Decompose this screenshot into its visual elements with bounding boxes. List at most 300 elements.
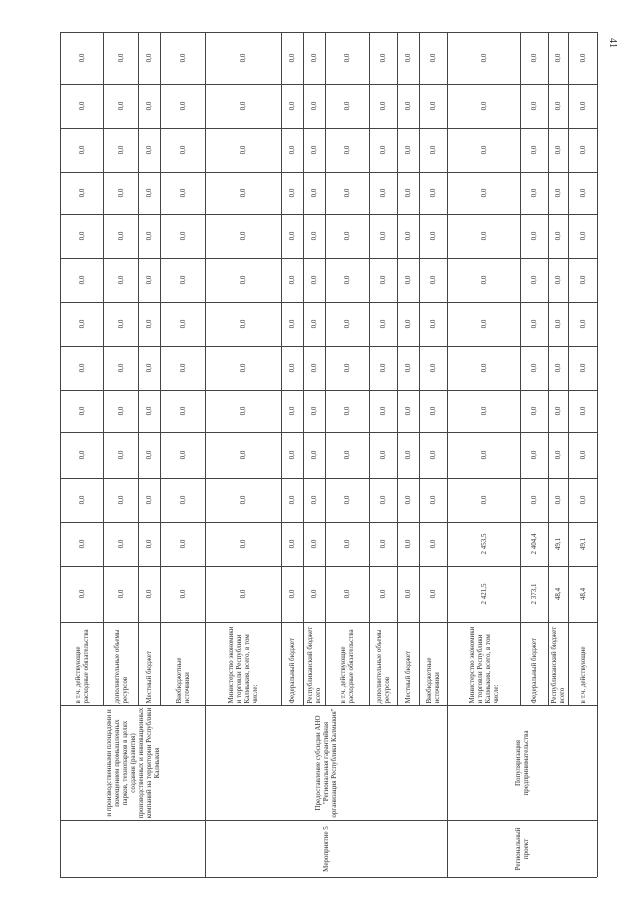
value-cell — [60, 390, 103, 432]
value-text: 0,0 — [404, 231, 412, 241]
value-cell — [397, 258, 419, 302]
value-cell — [160, 432, 205, 478]
value-cell — [397, 522, 419, 566]
value-cell — [281, 346, 303, 390]
value-text: 0,0 — [145, 589, 153, 599]
value-text: 2 453,5 — [479, 533, 488, 555]
value-cell — [419, 258, 447, 302]
value-cell — [447, 390, 520, 432]
value-text: 0,0 — [404, 275, 412, 285]
value-cell — [303, 172, 325, 214]
value-text: 0,0 — [379, 275, 387, 285]
value-text: 0,0 — [479, 450, 488, 460]
value-cell — [419, 432, 447, 478]
value-cell — [568, 346, 597, 390]
value-text: 0,0 — [77, 319, 86, 329]
value-cell — [419, 32, 447, 84]
value-cell — [325, 522, 369, 566]
value-cell — [447, 258, 520, 302]
value-cell — [103, 478, 138, 522]
value-text: 0,0 — [343, 363, 351, 373]
value-text: 0,0 — [554, 495, 562, 505]
value-text: 0,0 — [404, 450, 412, 460]
page-number: 41 — [607, 38, 618, 48]
value-text: 0,0 — [479, 145, 488, 155]
value-cell — [520, 432, 548, 478]
value-cell — [548, 478, 568, 522]
value-cell — [138, 522, 160, 566]
value-cell — [138, 432, 160, 478]
value-cell — [397, 214, 419, 258]
value-text: 0,0 — [116, 231, 125, 241]
value-cell — [325, 302, 369, 346]
value-cell — [281, 258, 303, 302]
value-text: 0,0 — [343, 145, 351, 155]
value-cell — [325, 84, 369, 128]
value-cell — [419, 172, 447, 214]
value-text: 0,0 — [288, 495, 296, 505]
value-cell — [205, 214, 281, 258]
value-cell — [205, 390, 281, 432]
value-cell — [568, 84, 597, 128]
value-cell — [160, 214, 205, 258]
value-text: 0,0 — [343, 589, 351, 599]
value-cell — [447, 346, 520, 390]
value-cell — [397, 32, 419, 84]
value-text: 0,0 — [479, 363, 488, 373]
value-text: 0,0 — [310, 406, 318, 416]
event-description-cell — [205, 705, 447, 820]
value-text: 0,0 — [145, 450, 153, 460]
value-cell — [138, 258, 160, 302]
value-cell — [281, 302, 303, 346]
value-cell — [419, 478, 447, 522]
value-text: 0,0 — [178, 406, 187, 416]
value-text: 0,0 — [178, 145, 187, 155]
value-text: 0,0 — [116, 450, 125, 460]
value-text: 0,0 — [479, 319, 488, 329]
value-cell — [160, 390, 205, 432]
value-text: 2 373,1 — [530, 583, 538, 605]
value-cell — [103, 432, 138, 478]
value-text: 0,0 — [178, 539, 187, 549]
value-cell — [520, 128, 548, 172]
value-cell — [548, 32, 568, 84]
value-text: 0,0 — [288, 450, 296, 460]
value-text: 0,0 — [429, 145, 437, 155]
value-cell — [568, 478, 597, 522]
value-text: 0,0 — [578, 495, 587, 505]
event-description: и производственными площадями и помещением промышленных парков, технопарков в целях создания (развития) производственных и инновационных компаний на территории Республики Калмыкия — [104, 707, 161, 818]
value-text: 0,0 — [379, 406, 387, 416]
value-cell — [103, 302, 138, 346]
value-text: 0,0 — [239, 539, 247, 549]
value-text: 0,0 — [116, 145, 125, 155]
value-text: 0,0 — [530, 231, 538, 241]
value-cell — [397, 302, 419, 346]
event-name: Мероприятие 5 — [322, 825, 330, 872]
value-cell — [548, 214, 568, 258]
value-cell — [325, 432, 369, 478]
value-text: 0,0 — [343, 495, 351, 505]
value-text: 2 421,5 — [479, 583, 488, 605]
value-cell — [160, 522, 205, 566]
value-cell — [60, 258, 103, 302]
value-text: 0,0 — [239, 406, 247, 416]
value-cell — [160, 32, 205, 84]
value-cell — [568, 432, 597, 478]
value-cell — [447, 172, 520, 214]
event-name-cell — [447, 820, 597, 877]
value-cell — [369, 522, 397, 566]
value-text: 0,0 — [116, 539, 125, 549]
value-cell — [369, 258, 397, 302]
value-cell — [103, 128, 138, 172]
value-cell — [520, 258, 548, 302]
funding-source: в т.ч. действующие — [578, 646, 587, 703]
funding-source-cell — [103, 622, 138, 705]
event-description: Предоставление субсидии АНО "Региональная гарантийная организация Республики Калмыкия" — [314, 707, 338, 818]
value-text: 0,0 — [116, 363, 125, 373]
event-name: Региональный проект — [514, 827, 530, 870]
value-text: 0,0 — [288, 539, 296, 549]
value-text: 0,0 — [404, 188, 412, 198]
value-text: 0,0 — [116, 53, 125, 63]
value-cell — [397, 432, 419, 478]
value-cell — [60, 478, 103, 522]
value-cell — [281, 84, 303, 128]
value-cell — [281, 522, 303, 566]
value-text: 0,0 — [479, 495, 488, 505]
value-text: 0,0 — [554, 363, 562, 373]
value-cell — [60, 172, 103, 214]
funding-source-cell — [397, 622, 419, 705]
value-text: 0,0 — [578, 188, 587, 198]
value-text: 0,0 — [343, 188, 351, 198]
value-cell — [325, 214, 369, 258]
funding-source: дополнительные объемы ресурсов — [375, 628, 391, 703]
value-text: 0,0 — [479, 231, 488, 241]
value-text: 0,0 — [554, 275, 562, 285]
value-cell — [397, 84, 419, 128]
value-text: 0,0 — [239, 101, 247, 111]
value-cell — [568, 522, 597, 566]
value-text: 0,0 — [239, 275, 247, 285]
value-text: 0,0 — [578, 145, 587, 155]
value-text: 0,0 — [178, 53, 187, 63]
funding-source: Федеральный бюджет — [530, 637, 538, 703]
value-cell — [303, 32, 325, 84]
value-text: 48,4 — [554, 587, 562, 601]
value-cell — [160, 172, 205, 214]
value-text: 0,0 — [379, 539, 387, 549]
value-text: 0,0 — [343, 406, 351, 416]
value-text: 0,0 — [479, 275, 488, 285]
value-cell — [520, 566, 548, 622]
value-cell — [103, 390, 138, 432]
value-text: 0,0 — [530, 363, 538, 373]
value-text: 0,0 — [404, 589, 412, 599]
value-cell — [160, 128, 205, 172]
value-cell — [520, 522, 548, 566]
value-text: 0,0 — [239, 53, 247, 63]
funding-source: Местный бюджет — [145, 650, 153, 703]
value-cell — [369, 172, 397, 214]
value-cell — [138, 566, 160, 622]
funding-source: Республиканский бюджет всего — [306, 626, 322, 703]
funding-source: Министерство экономики и торговли Республики Калмыкия, всего, в том числе: — [227, 626, 259, 703]
funding-source: Республиканский бюджет всего — [550, 626, 566, 703]
value-cell — [520, 84, 548, 128]
value-cell — [60, 522, 103, 566]
value-text: 0,0 — [429, 539, 437, 549]
event-description: Популяризация предпринимательства — [514, 730, 530, 795]
value-cell — [397, 128, 419, 172]
value-cell — [447, 84, 520, 128]
value-cell — [325, 258, 369, 302]
value-text: 0,0 — [479, 406, 488, 416]
value-text: 0,0 — [77, 589, 86, 599]
value-text: 0,0 — [288, 231, 296, 241]
value-cell — [369, 566, 397, 622]
value-text: 0,0 — [310, 319, 318, 329]
value-text: 0,0 — [404, 53, 412, 63]
value-text: 0,0 — [77, 539, 86, 549]
value-text: 0,0 — [530, 495, 538, 505]
value-cell — [103, 84, 138, 128]
value-text: 0,0 — [288, 188, 296, 198]
funding-source: Внебюджетные источники — [174, 657, 191, 703]
value-text: 0,0 — [429, 589, 437, 599]
value-text: 0,0 — [77, 145, 86, 155]
value-cell — [568, 172, 597, 214]
value-cell — [138, 390, 160, 432]
value-text: 0,0 — [429, 406, 437, 416]
value-cell — [160, 84, 205, 128]
value-cell — [548, 302, 568, 346]
value-cell — [60, 32, 103, 84]
value-cell — [548, 390, 568, 432]
value-text: 0,0 — [239, 363, 247, 373]
value-cell — [520, 32, 548, 84]
value-cell — [548, 258, 568, 302]
value-cell — [303, 214, 325, 258]
value-text: 0,0 — [343, 101, 351, 111]
value-text: 0,0 — [429, 363, 437, 373]
value-cell — [281, 214, 303, 258]
value-text: 0,0 — [239, 319, 247, 329]
value-cell — [325, 566, 369, 622]
value-text: 0,0 — [578, 101, 587, 111]
value-text: 0,0 — [77, 101, 86, 111]
value-text: 0,0 — [145, 53, 153, 63]
value-cell — [138, 214, 160, 258]
value-text: 0,0 — [530, 101, 538, 111]
value-text: 0,0 — [429, 450, 437, 460]
value-cell — [369, 84, 397, 128]
value-text: 48,4 — [578, 587, 587, 601]
value-text: 0,0 — [145, 539, 153, 549]
value-text: 0,0 — [116, 406, 125, 416]
value-cell — [419, 214, 447, 258]
value-cell — [447, 478, 520, 522]
value-cell — [548, 432, 568, 478]
value-cell — [205, 258, 281, 302]
value-cell — [520, 346, 548, 390]
value-cell — [447, 432, 520, 478]
value-text: 0,0 — [530, 53, 538, 63]
value-text: 0,0 — [310, 53, 318, 63]
value-cell — [303, 258, 325, 302]
value-text: 0,0 — [77, 450, 86, 460]
value-cell — [60, 302, 103, 346]
value-text: 0,0 — [554, 231, 562, 241]
value-cell — [568, 566, 597, 622]
funding-source-cell — [205, 622, 281, 705]
value-text: 0,0 — [404, 539, 412, 549]
funding-source-cell — [568, 622, 597, 705]
value-text: 0,0 — [554, 101, 562, 111]
value-cell — [548, 84, 568, 128]
value-cell — [447, 214, 520, 258]
value-cell — [138, 32, 160, 84]
value-text: 0,0 — [310, 101, 318, 111]
value-cell — [205, 346, 281, 390]
value-cell — [520, 478, 548, 522]
value-text: 0,0 — [429, 53, 437, 63]
value-cell — [205, 302, 281, 346]
value-cell — [205, 172, 281, 214]
value-cell — [60, 432, 103, 478]
value-text: 0,0 — [310, 188, 318, 198]
value-cell — [548, 172, 568, 214]
value-cell — [281, 172, 303, 214]
value-text: 0,0 — [116, 188, 125, 198]
value-cell — [103, 32, 138, 84]
value-text: 0,0 — [77, 53, 86, 63]
value-text: 0,0 — [145, 101, 153, 111]
value-cell — [303, 346, 325, 390]
value-text: 0,0 — [178, 231, 187, 241]
value-cell — [520, 214, 548, 258]
value-text: 0,0 — [310, 450, 318, 460]
value-text: 0,0 — [116, 495, 125, 505]
value-text: 0,0 — [288, 589, 296, 599]
value-text: 0,0 — [429, 101, 437, 111]
value-text: 0,0 — [145, 145, 153, 155]
value-text: 0,0 — [429, 495, 437, 505]
value-text: 0,0 — [379, 450, 387, 460]
value-cell — [397, 566, 419, 622]
value-text: 0,0 — [77, 363, 86, 373]
value-text: 0,0 — [178, 495, 187, 505]
value-text: 0,0 — [288, 363, 296, 373]
value-cell — [419, 390, 447, 432]
value-cell — [103, 172, 138, 214]
value-text: 0,0 — [310, 275, 318, 285]
funding-source-cell — [419, 622, 447, 705]
value-text: 0,0 — [530, 406, 538, 416]
value-text: 0,0 — [239, 231, 247, 241]
value-cell — [568, 258, 597, 302]
value-text: 0,0 — [310, 539, 318, 549]
funding-source-cell — [369, 622, 397, 705]
value-text: 0,0 — [429, 275, 437, 285]
value-text: 0,0 — [178, 363, 187, 373]
value-text: 0,0 — [288, 275, 296, 285]
value-text: 0,0 — [343, 539, 351, 549]
value-cell — [160, 478, 205, 522]
value-cell — [138, 346, 160, 390]
value-text: 0,0 — [578, 319, 587, 329]
value-cell — [160, 566, 205, 622]
value-text: 0,0 — [404, 319, 412, 329]
funding-source-cell — [548, 622, 568, 705]
value-cell — [568, 390, 597, 432]
value-text: 2 404,4 — [530, 533, 538, 555]
value-cell — [568, 128, 597, 172]
value-text: 0,0 — [145, 406, 153, 416]
value-text: 0,0 — [77, 406, 86, 416]
value-text: 0,0 — [77, 275, 86, 285]
value-cell — [103, 346, 138, 390]
value-cell — [60, 566, 103, 622]
value-cell — [369, 478, 397, 522]
value-cell — [520, 390, 548, 432]
value-text: 0,0 — [379, 319, 387, 329]
value-text: 0,0 — [178, 101, 187, 111]
value-text: 0,0 — [379, 188, 387, 198]
value-cell — [369, 432, 397, 478]
value-text: 0,0 — [77, 495, 86, 505]
value-cell — [60, 84, 103, 128]
value-cell — [205, 128, 281, 172]
value-text: 0,0 — [530, 450, 538, 460]
funding-source-cell — [138, 622, 160, 705]
value-text: 0,0 — [239, 188, 247, 198]
value-cell — [369, 390, 397, 432]
value-cell — [205, 522, 281, 566]
value-cell — [548, 522, 568, 566]
value-cell — [397, 346, 419, 390]
value-text: 0,0 — [178, 450, 187, 460]
value-cell — [281, 390, 303, 432]
value-cell — [419, 302, 447, 346]
value-cell — [160, 346, 205, 390]
value-cell — [419, 522, 447, 566]
value-cell — [303, 522, 325, 566]
funding-source: в т.ч. действующие расходные обязательства — [73, 628, 90, 703]
value-cell — [138, 128, 160, 172]
value-cell — [568, 32, 597, 84]
value-text: 0,0 — [554, 145, 562, 155]
value-text: 0,0 — [379, 101, 387, 111]
value-cell — [325, 478, 369, 522]
value-text: 0,0 — [479, 188, 488, 198]
value-text: 0,0 — [578, 406, 587, 416]
value-text: 0,0 — [578, 231, 587, 241]
value-text: 0,0 — [178, 188, 187, 198]
value-cell — [568, 302, 597, 346]
table-grid-line — [60, 877, 597, 878]
value-cell — [281, 128, 303, 172]
event-name-cell — [205, 820, 447, 877]
value-cell — [281, 432, 303, 478]
value-text: 0,0 — [116, 319, 125, 329]
value-cell — [548, 128, 568, 172]
funding-source-cell — [520, 622, 548, 705]
value-cell — [303, 390, 325, 432]
